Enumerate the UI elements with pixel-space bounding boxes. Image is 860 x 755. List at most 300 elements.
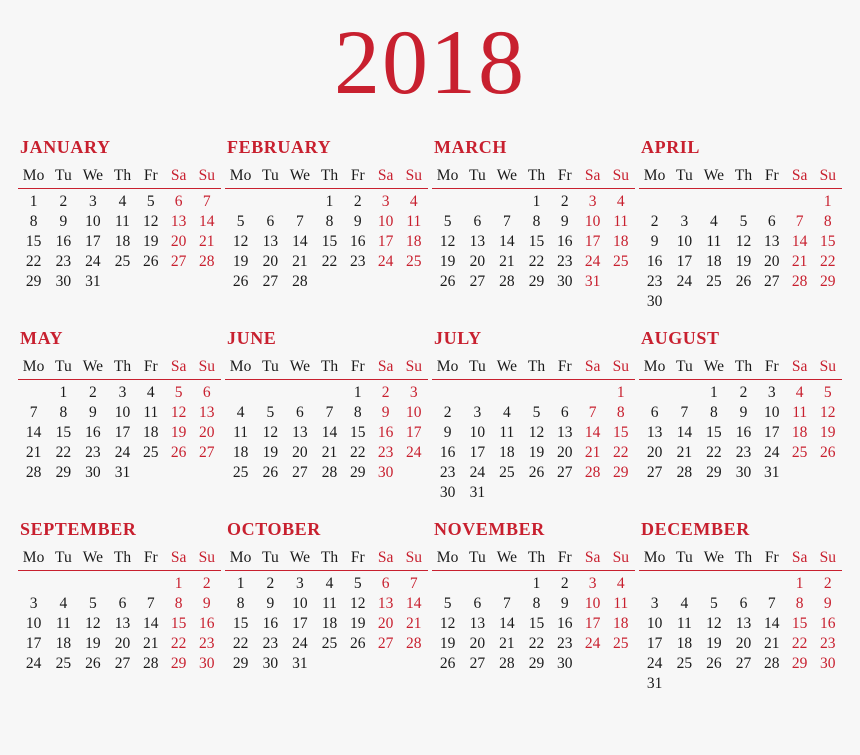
day-cell[interactable]: 28 <box>584 463 601 481</box>
day-cell[interactable]: 17 <box>764 423 780 441</box>
day-cell[interactable]: 21 <box>406 614 422 632</box>
day-cell[interactable]: 21 <box>321 443 338 461</box>
day-cell[interactable]: 21 <box>25 443 42 461</box>
day-cell[interactable]: 9 <box>353 212 362 230</box>
day-cell[interactable]: 7 <box>29 403 38 421</box>
day-cell[interactable]: 23 <box>262 634 279 652</box>
day-cell[interactable]: 6 <box>118 594 127 612</box>
day-cell[interactable]: 10 <box>292 594 308 612</box>
day-cell[interactable]: 13 <box>114 614 131 632</box>
day-cell[interactable]: 29 <box>791 654 808 672</box>
day-cell[interactable]: 25 <box>676 654 693 672</box>
day-cell[interactable]: 6 <box>266 212 275 230</box>
day-cell[interactable]: 14 <box>199 212 215 230</box>
day-cell[interactable]: 31 <box>292 654 308 672</box>
day-cell[interactable]: 28 <box>676 463 693 481</box>
day-cell[interactable]: 5 <box>823 383 832 401</box>
day-cell[interactable]: 1 <box>325 192 334 210</box>
day-cell[interactable]: 20 <box>292 443 308 461</box>
day-cell[interactable]: 4 <box>709 212 718 230</box>
day-cell[interactable]: 22 <box>528 634 545 652</box>
day-cell[interactable]: 8 <box>353 403 362 421</box>
day-cell[interactable]: 22 <box>321 252 338 270</box>
day-cell[interactable]: 25 <box>114 252 131 270</box>
day-cell[interactable]: 9 <box>266 594 275 612</box>
day-cell[interactable]: 18 <box>613 614 629 632</box>
day-cell[interactable]: 17 <box>25 634 42 652</box>
day-cell[interactable]: 14 <box>499 232 515 250</box>
day-cell[interactable]: 18 <box>114 232 131 250</box>
day-cell[interactable]: 16 <box>439 443 456 461</box>
day-cell[interactable]: 15 <box>528 232 545 250</box>
day-cell[interactable]: 6 <box>560 403 569 421</box>
day-cell[interactable]: 2 <box>443 403 452 421</box>
day-cell[interactable]: 5 <box>353 574 362 592</box>
day-cell[interactable]: 21 <box>676 443 693 461</box>
day-cell[interactable]: 12 <box>820 403 836 421</box>
day-cell[interactable]: 18 <box>499 443 515 461</box>
day-cell[interactable]: 26 <box>170 443 187 461</box>
day-cell[interactable]: 9 <box>443 423 452 441</box>
day-cell[interactable]: 25 <box>791 443 808 461</box>
day-cell[interactable]: 1 <box>59 383 68 401</box>
day-cell[interactable]: 29 <box>613 463 629 481</box>
day-cell[interactable]: 1 <box>709 383 718 401</box>
day-cell[interactable]: 16 <box>55 232 72 250</box>
day-cell[interactable]: 3 <box>409 383 418 401</box>
day-cell[interactable]: 12 <box>85 614 101 632</box>
day-cell[interactable]: 23 <box>350 252 366 270</box>
day-cell[interactable]: 28 <box>199 252 215 270</box>
day-cell[interactable]: 31 <box>764 463 780 481</box>
day-cell[interactable]: 25 <box>143 443 159 461</box>
day-cell[interactable]: 2 <box>59 192 68 210</box>
day-cell[interactable]: 28 <box>143 654 159 672</box>
day-cell[interactable]: 28 <box>499 654 515 672</box>
day-cell[interactable]: 8 <box>709 403 718 421</box>
day-cell[interactable]: 1 <box>29 192 38 210</box>
day-cell[interactable]: 4 <box>146 383 155 401</box>
day-cell[interactable]: 20 <box>170 232 187 250</box>
day-cell[interactable]: 19 <box>439 252 456 270</box>
day-cell[interactable]: 26 <box>439 272 456 290</box>
day-cell[interactable]: 14 <box>25 423 42 441</box>
day-cell[interactable]: 2 <box>381 383 390 401</box>
day-cell[interactable]: 10 <box>406 403 422 421</box>
day-cell[interactable]: 22 <box>791 634 808 652</box>
day-cell[interactable]: 2 <box>266 574 275 592</box>
day-cell[interactable]: 20 <box>557 443 573 461</box>
day-cell[interactable]: 19 <box>706 634 722 652</box>
day-cell[interactable]: 4 <box>795 383 804 401</box>
day-cell[interactable]: 4 <box>236 403 245 421</box>
day-cell[interactable]: 16 <box>735 423 752 441</box>
day-cell[interactable]: 30 <box>439 483 456 501</box>
day-cell[interactable]: 7 <box>409 574 418 592</box>
day-cell[interactable]: 10 <box>25 614 42 632</box>
day-cell[interactable]: 23 <box>377 443 394 461</box>
day-cell[interactable]: 22 <box>613 443 629 461</box>
day-cell[interactable]: 6 <box>295 403 304 421</box>
day-cell[interactable]: 25 <box>613 634 629 652</box>
day-cell[interactable]: 20 <box>199 423 215 441</box>
day-cell[interactable]: 19 <box>439 634 456 652</box>
day-cell[interactable]: 22 <box>820 252 836 270</box>
day-cell[interactable]: 5 <box>266 403 275 421</box>
day-cell[interactable]: 8 <box>29 212 38 230</box>
day-cell[interactable]: 4 <box>680 594 689 612</box>
day-cell[interactable]: 3 <box>767 383 776 401</box>
day-cell[interactable]: 3 <box>680 212 689 230</box>
day-cell[interactable]: 31 <box>85 272 101 290</box>
day-cell[interactable]: 3 <box>650 594 659 612</box>
day-cell[interactable]: 30 <box>85 463 101 481</box>
day-cell[interactable]: 13 <box>469 614 486 632</box>
day-cell[interactable]: 17 <box>584 614 601 632</box>
day-cell[interactable]: 6 <box>202 383 211 401</box>
day-cell[interactable]: 14 <box>143 614 159 632</box>
day-cell[interactable]: 10 <box>114 403 131 421</box>
day-cell[interactable]: 1 <box>795 574 804 592</box>
day-cell[interactable]: 17 <box>292 614 308 632</box>
day-cell[interactable]: 16 <box>85 423 101 441</box>
day-cell[interactable]: 26 <box>820 443 836 461</box>
day-cell[interactable]: 20 <box>469 252 486 270</box>
day-cell[interactable]: 25 <box>706 272 722 290</box>
day-cell[interactable]: 3 <box>473 403 482 421</box>
day-cell[interactable]: 11 <box>322 594 337 612</box>
day-cell[interactable]: 12 <box>735 232 752 250</box>
day-cell[interactable]: 15 <box>55 423 72 441</box>
day-cell[interactable]: 22 <box>25 252 42 270</box>
day-cell[interactable]: 9 <box>202 594 211 612</box>
day-cell[interactable]: 21 <box>791 252 808 270</box>
day-cell[interactable]: 21 <box>764 634 780 652</box>
day-cell[interactable]: 14 <box>292 232 308 250</box>
day-cell[interactable]: 9 <box>560 212 569 230</box>
day-cell[interactable]: 19 <box>85 634 101 652</box>
day-cell[interactable]: 23 <box>646 272 663 290</box>
day-cell[interactable]: 15 <box>170 614 187 632</box>
day-cell[interactable]: 21 <box>499 252 515 270</box>
day-cell[interactable]: 20 <box>469 634 486 652</box>
day-cell[interactable]: 23 <box>199 634 215 652</box>
day-cell[interactable]: 16 <box>646 252 663 270</box>
day-cell[interactable]: 5 <box>709 594 718 612</box>
day-cell[interactable]: 1 <box>532 574 541 592</box>
day-cell[interactable]: 14 <box>499 614 515 632</box>
day-cell[interactable]: 24 <box>292 634 308 652</box>
day-cell[interactable]: 23 <box>439 463 456 481</box>
day-cell[interactable]: 16 <box>377 423 394 441</box>
day-cell[interactable]: 9 <box>560 594 569 612</box>
day-cell[interactable]: 12 <box>439 232 456 250</box>
day-cell[interactable]: 20 <box>262 252 279 270</box>
day-cell[interactable]: 27 <box>735 654 752 672</box>
day-cell[interactable]: 29 <box>528 272 545 290</box>
day-cell[interactable]: 22 <box>706 443 722 461</box>
day-cell[interactable]: 15 <box>613 423 629 441</box>
day-cell[interactable]: 24 <box>584 252 601 270</box>
day-cell[interactable]: 28 <box>791 272 808 290</box>
day-cell[interactable]: 24 <box>469 463 486 481</box>
day-cell[interactable]: 28 <box>321 463 338 481</box>
day-cell[interactable]: 13 <box>377 594 394 612</box>
day-cell[interactable]: 6 <box>174 192 183 210</box>
day-cell[interactable]: 7 <box>588 403 597 421</box>
day-cell[interactable]: 15 <box>791 614 808 632</box>
day-cell[interactable]: 26 <box>706 654 722 672</box>
day-cell[interactable]: 1 <box>532 192 541 210</box>
day-cell[interactable]: 10 <box>584 594 601 612</box>
day-cell[interactable]: 30 <box>557 272 573 290</box>
day-cell[interactable]: 16 <box>350 232 366 250</box>
day-cell[interactable]: 12 <box>706 614 722 632</box>
day-cell[interactable]: 26 <box>439 654 456 672</box>
day-cell[interactable]: 18 <box>706 252 722 270</box>
day-cell[interactable]: 23 <box>557 252 573 270</box>
day-cell[interactable]: 19 <box>143 232 159 250</box>
day-cell[interactable]: 20 <box>377 614 394 632</box>
day-cell[interactable]: 7 <box>502 594 511 612</box>
day-cell[interactable]: 24 <box>114 443 131 461</box>
day-cell[interactable]: 7 <box>680 403 689 421</box>
day-cell[interactable]: 22 <box>232 634 249 652</box>
day-cell[interactable]: 15 <box>528 614 545 632</box>
day-cell[interactable]: 27 <box>377 634 394 652</box>
day-cell[interactable]: 1 <box>353 383 362 401</box>
day-cell[interactable]: 10 <box>377 212 394 230</box>
day-cell[interactable]: 12 <box>439 614 456 632</box>
day-cell[interactable]: 5 <box>739 212 748 230</box>
day-cell[interactable]: 11 <box>676 614 692 632</box>
day-cell[interactable]: 7 <box>795 212 804 230</box>
day-cell[interactable]: 10 <box>764 403 780 421</box>
day-cell[interactable]: 20 <box>646 443 663 461</box>
day-cell[interactable]: 3 <box>118 383 127 401</box>
day-cell[interactable]: 9 <box>823 594 832 612</box>
day-cell[interactable]: 19 <box>262 443 279 461</box>
day-cell[interactable]: 2 <box>650 212 659 230</box>
day-cell[interactable]: 11 <box>613 594 629 612</box>
day-cell[interactable]: 27 <box>114 654 131 672</box>
day-cell[interactable]: 5 <box>443 594 452 612</box>
day-cell[interactable]: 16 <box>262 614 279 632</box>
day-cell[interactable]: 26 <box>735 272 752 290</box>
day-cell[interactable]: 9 <box>88 403 97 421</box>
day-cell[interactable]: 31 <box>584 272 601 290</box>
day-cell[interactable]: 26 <box>85 654 101 672</box>
day-cell[interactable]: 10 <box>584 212 601 230</box>
day-cell[interactable]: 23 <box>557 634 573 652</box>
day-cell[interactable]: 24 <box>764 443 780 461</box>
day-cell[interactable]: 30 <box>820 654 836 672</box>
day-cell[interactable]: 8 <box>532 212 541 230</box>
day-cell[interactable]: 11 <box>706 232 722 250</box>
day-cell[interactable]: 8 <box>616 403 625 421</box>
day-cell[interactable]: 15 <box>706 423 722 441</box>
day-cell[interactable]: 13 <box>469 232 486 250</box>
day-cell[interactable]: 22 <box>170 634 187 652</box>
day-cell[interactable]: 10 <box>646 614 663 632</box>
day-cell[interactable]: 11 <box>115 212 130 230</box>
day-cell[interactable]: 5 <box>174 383 183 401</box>
day-cell[interactable]: 17 <box>584 232 601 250</box>
day-cell[interactable]: 23 <box>820 634 836 652</box>
day-cell[interactable]: 26 <box>350 634 366 652</box>
day-cell[interactable]: 12 <box>232 232 249 250</box>
day-cell[interactable]: 12 <box>350 594 366 612</box>
day-cell[interactable]: 29 <box>820 272 836 290</box>
day-cell[interactable]: 18 <box>232 443 249 461</box>
day-cell[interactable]: 27 <box>646 463 663 481</box>
day-cell[interactable]: 15 <box>350 423 366 441</box>
day-cell[interactable]: 29 <box>55 463 72 481</box>
day-cell[interactable]: 1 <box>174 574 183 592</box>
day-cell[interactable]: 9 <box>59 212 68 230</box>
day-cell[interactable]: 3 <box>88 192 97 210</box>
day-cell[interactable]: 14 <box>764 614 780 632</box>
day-cell[interactable]: 2 <box>823 574 832 592</box>
day-cell[interactable]: 16 <box>820 614 836 632</box>
day-cell[interactable]: 5 <box>443 212 452 230</box>
day-cell[interactable]: 30 <box>646 292 663 310</box>
day-cell[interactable]: 20 <box>735 634 752 652</box>
day-cell[interactable]: 5 <box>88 594 97 612</box>
day-cell[interactable]: 6 <box>650 403 659 421</box>
day-cell[interactable]: 25 <box>232 463 249 481</box>
day-cell[interactable]: 29 <box>25 272 42 290</box>
day-cell[interactable]: 17 <box>646 634 663 652</box>
day-cell[interactable]: 21 <box>199 232 215 250</box>
day-cell[interactable]: 4 <box>409 192 418 210</box>
day-cell[interactable]: 27 <box>170 252 187 270</box>
day-cell[interactable]: 30 <box>55 272 72 290</box>
day-cell[interactable]: 5 <box>146 192 155 210</box>
day-cell[interactable]: 24 <box>584 634 601 652</box>
day-cell[interactable]: 21 <box>499 634 515 652</box>
day-cell[interactable]: 6 <box>473 594 482 612</box>
day-cell[interactable]: 27 <box>469 272 486 290</box>
day-cell[interactable]: 3 <box>295 574 304 592</box>
day-cell[interactable]: 17 <box>85 232 101 250</box>
day-cell[interactable]: 8 <box>795 594 804 612</box>
day-cell[interactable]: 4 <box>616 192 625 210</box>
day-cell[interactable]: 18 <box>676 634 693 652</box>
day-cell[interactable]: 23 <box>85 443 101 461</box>
day-cell[interactable]: 27 <box>199 443 215 461</box>
day-cell[interactable]: 19 <box>820 423 836 441</box>
day-cell[interactable]: 11 <box>55 614 71 632</box>
day-cell[interactable]: 7 <box>202 192 211 210</box>
day-cell[interactable]: 2 <box>560 192 569 210</box>
day-cell[interactable]: 9 <box>381 403 390 421</box>
day-cell[interactable]: 29 <box>706 463 722 481</box>
day-cell[interactable]: 10 <box>469 423 486 441</box>
day-cell[interactable]: 22 <box>528 252 545 270</box>
day-cell[interactable]: 1 <box>823 192 832 210</box>
day-cell[interactable]: 31 <box>114 463 131 481</box>
day-cell[interactable]: 19 <box>735 252 752 270</box>
day-cell[interactable]: 17 <box>406 423 422 441</box>
day-cell[interactable]: 13 <box>646 423 663 441</box>
day-cell[interactable]: 28 <box>764 654 780 672</box>
day-cell[interactable]: 5 <box>236 212 245 230</box>
day-cell[interactable]: 8 <box>325 212 334 230</box>
day-cell[interactable]: 27 <box>262 272 279 290</box>
day-cell[interactable]: 15 <box>232 614 249 632</box>
day-cell[interactable]: 8 <box>59 403 68 421</box>
day-cell[interactable]: 25 <box>321 634 338 652</box>
day-cell[interactable]: 30 <box>557 654 573 672</box>
day-cell[interactable]: 24 <box>377 252 394 270</box>
day-cell[interactable]: 14 <box>321 423 338 441</box>
day-cell[interactable]: 7 <box>146 594 155 612</box>
day-cell[interactable]: 14 <box>406 594 422 612</box>
day-cell[interactable]: 27 <box>292 463 308 481</box>
day-cell[interactable]: 8 <box>823 212 832 230</box>
day-cell[interactable]: 21 <box>143 634 159 652</box>
day-cell[interactable]: 16 <box>557 232 573 250</box>
day-cell[interactable]: 28 <box>406 634 422 652</box>
day-cell[interactable]: 24 <box>676 272 693 290</box>
day-cell[interactable]: 28 <box>499 272 515 290</box>
day-cell[interactable]: 1 <box>616 383 625 401</box>
day-cell[interactable]: 13 <box>199 403 215 421</box>
day-cell[interactable]: 15 <box>820 232 836 250</box>
day-cell[interactable]: 20 <box>114 634 131 652</box>
day-cell[interactable]: 10 <box>676 232 693 250</box>
day-cell[interactable]: 31 <box>646 674 663 692</box>
day-cell[interactable]: 4 <box>325 574 334 592</box>
day-cell[interactable]: 19 <box>232 252 249 270</box>
day-cell[interactable]: 9 <box>650 232 659 250</box>
day-cell[interactable]: 6 <box>381 574 390 592</box>
day-cell[interactable]: 12 <box>262 423 279 441</box>
day-cell[interactable]: 6 <box>739 594 748 612</box>
day-cell[interactable]: 16 <box>557 614 573 632</box>
day-cell[interactable]: 7 <box>295 212 304 230</box>
day-cell[interactable]: 7 <box>325 403 334 421</box>
day-cell[interactable]: 14 <box>791 232 808 250</box>
day-cell[interactable]: 11 <box>233 423 249 441</box>
day-cell[interactable]: 30 <box>377 463 394 481</box>
day-cell[interactable]: 3 <box>29 594 38 612</box>
day-cell[interactable]: 26 <box>262 463 279 481</box>
day-cell[interactable]: 17 <box>469 443 486 461</box>
day-cell[interactable]: 24 <box>85 252 101 270</box>
day-cell[interactable]: 6 <box>767 212 776 230</box>
day-cell[interactable]: 18 <box>406 232 422 250</box>
day-cell[interactable]: 24 <box>646 654 663 672</box>
day-cell[interactable]: 25 <box>613 252 629 270</box>
day-cell[interactable]: 30 <box>199 654 215 672</box>
day-cell[interactable]: 11 <box>499 423 515 441</box>
day-cell[interactable]: 25 <box>499 463 515 481</box>
day-cell[interactable]: 2 <box>202 574 211 592</box>
day-cell[interactable]: 23 <box>55 252 72 270</box>
day-cell[interactable]: 14 <box>676 423 693 441</box>
day-cell[interactable]: 27 <box>469 654 486 672</box>
day-cell[interactable]: 1 <box>236 574 245 592</box>
day-cell[interactable]: 13 <box>557 423 573 441</box>
day-cell[interactable]: 2 <box>739 383 748 401</box>
day-cell[interactable]: 3 <box>588 192 597 210</box>
day-cell[interactable]: 11 <box>143 403 159 421</box>
day-cell[interactable]: 18 <box>143 423 159 441</box>
day-cell[interactable]: 28 <box>25 463 42 481</box>
day-cell[interactable]: 19 <box>350 614 366 632</box>
